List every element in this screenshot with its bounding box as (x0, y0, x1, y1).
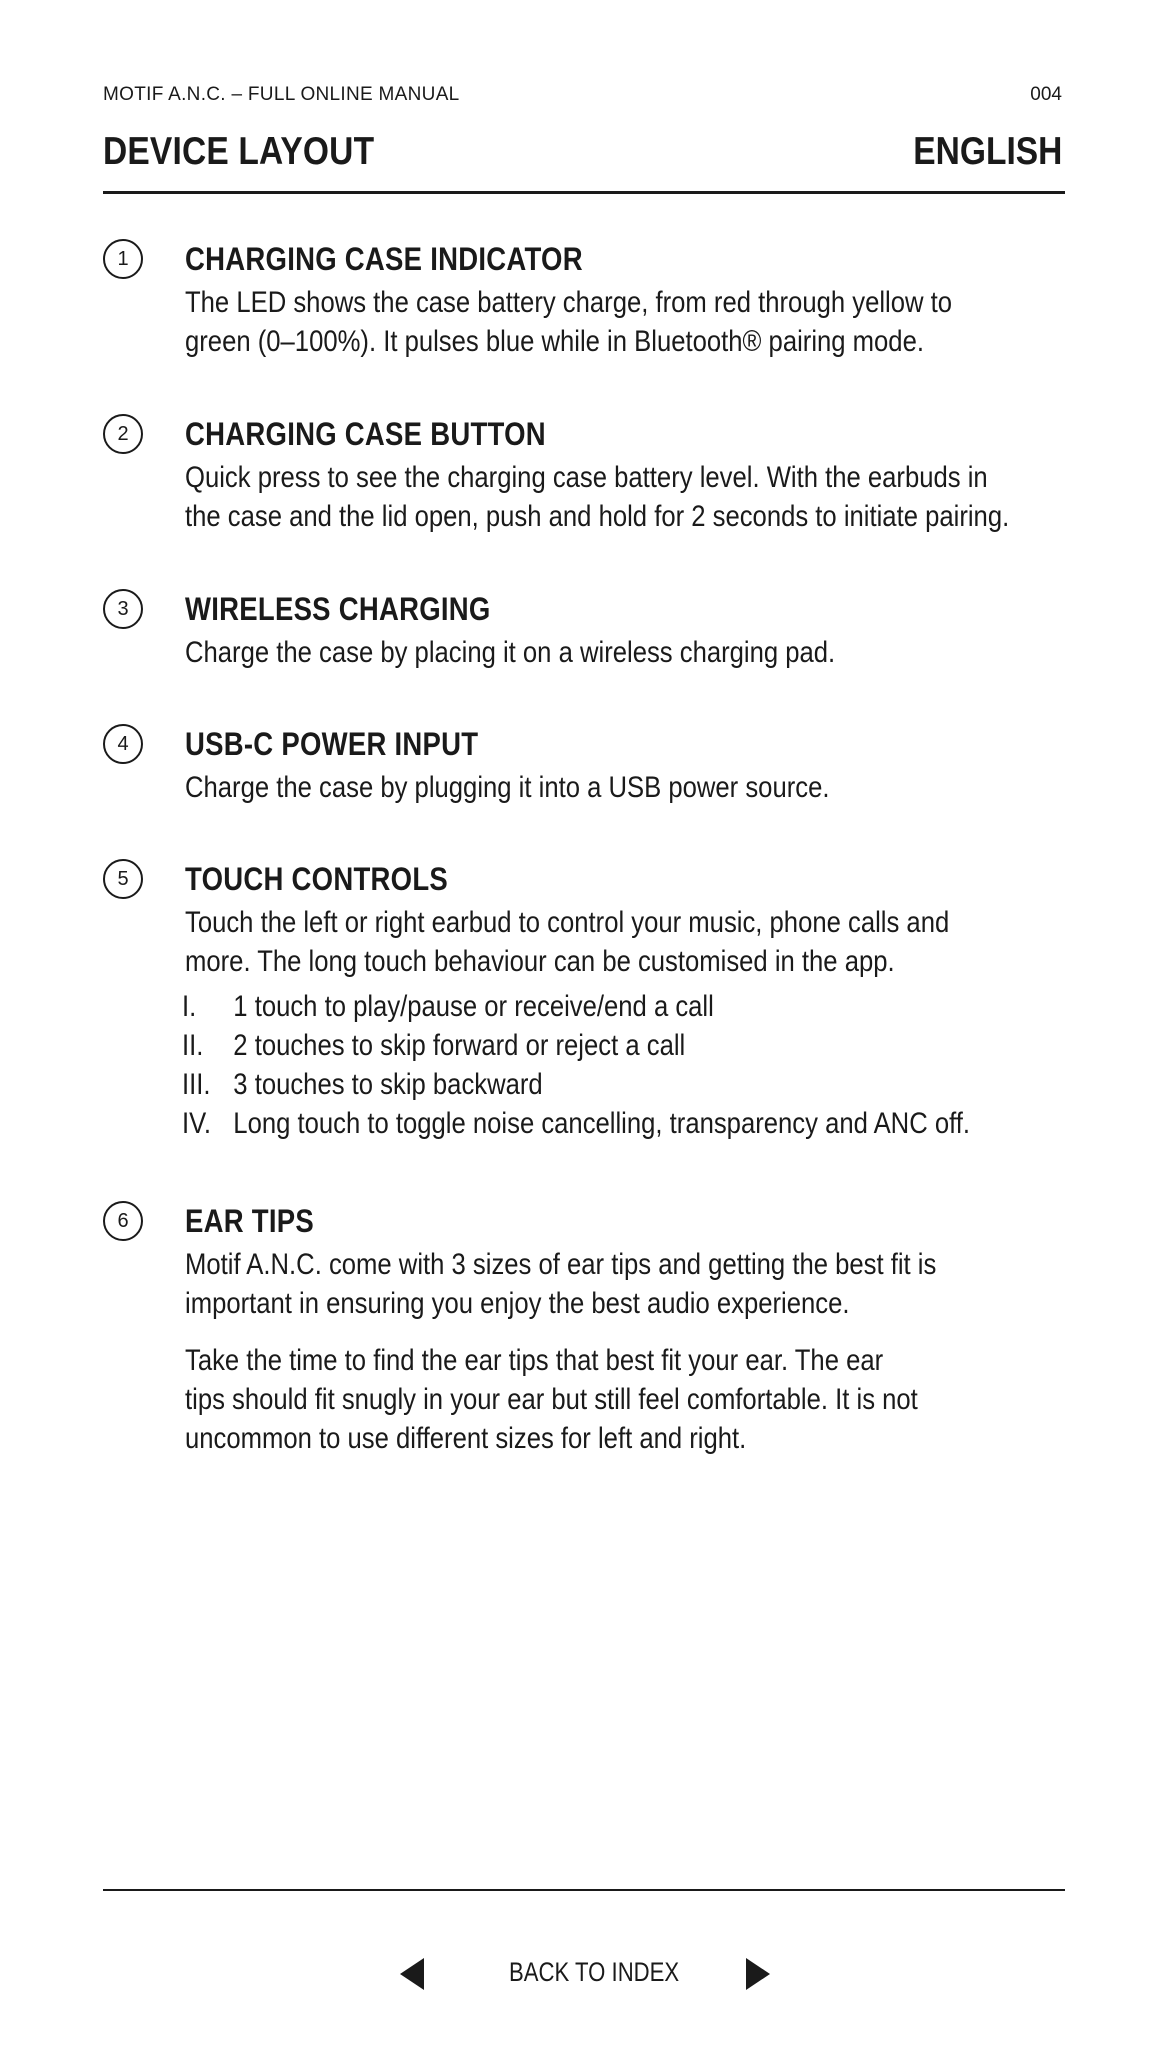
triangle-right-icon[interactable] (746, 1958, 770, 1990)
item-description: Touch the left or right earbud to control your music, phone calls and more. The long touch behaviour can be customised in the app. (185, 906, 950, 978)
item-number-badge: 1 (103, 239, 143, 279)
item-heading: USB-C POWER INPUT (185, 726, 479, 762)
item-content (185, 722, 1085, 807)
item-content (185, 1199, 1085, 1458)
back-to-index-link[interactable]: BACK TO INDEX (509, 1957, 680, 1987)
item-heading: EAR TIPS (185, 1203, 314, 1239)
list-marker: IV. (182, 1107, 212, 1140)
item-description-secondary: Take the time to find the ear tips that best fit your ear. The ear tips should fit snugly in your ear but still feel comfortable. It is not uncommon to use different sizes for left and right. (185, 1344, 918, 1455)
page-navigation (0, 1955, 1158, 1995)
item-number-badge: 5 (103, 859, 143, 899)
item-description: Charge the case by plugging it into a USB power source. (185, 771, 830, 804)
item-content (182, 857, 1085, 1143)
triangle-left-icon[interactable] (400, 1958, 424, 1990)
item-heading: WIRELESS CHARGING (185, 591, 491, 627)
list-text: 3 touches to skip backward (233, 1068, 543, 1101)
footer-divider (103, 1889, 1065, 1891)
item-number-badge: 4 (103, 724, 143, 764)
section-title: DEVICE LAYOUT (103, 130, 375, 173)
list-item (182, 1026, 952, 1065)
page-number: 004 (1030, 84, 1062, 105)
item-heading: TOUCH CONTROLS (185, 861, 449, 897)
item-heading: CHARGING CASE BUTTON (185, 416, 546, 452)
item-description: Quick press to see the charging case battery level. With the earbuds in the case and the lid open, push and hold for 2 seconds to initiate pairing. (185, 461, 1010, 533)
list-text: Long touch to toggle noise cancelling, transparency and ANC off. (233, 1107, 971, 1140)
list-text: 2 touches to skip forward or reject a call (233, 1029, 686, 1062)
item-description: The LED shows the case battery charge, from red through yellow to green (0–100%). It pulses blue while in Bluetooth® pairing mode. (185, 286, 953, 358)
list-item (182, 1065, 952, 1104)
item-content (185, 587, 1085, 672)
item-number-badge: 6 (103, 1201, 143, 1241)
list-marker: II. (182, 1029, 204, 1062)
item-content (185, 412, 1085, 536)
list-marker: III. (182, 1068, 211, 1101)
item-number-badge: 2 (103, 414, 143, 454)
manual-title: MOTIF A.N.C. – FULL ONLINE MANUAL (103, 84, 460, 105)
item-description: Charge the case by placing it on a wireless charging pad. (185, 636, 836, 669)
language-label: ENGLISH (912, 130, 1062, 173)
item-description: Motif A.N.C. come with 3 sizes of ear tips and getting the best fit is important in ensuring you enjoy the best audio experience. (185, 1248, 937, 1320)
item-content (185, 237, 1085, 361)
item-heading: CHARGING CASE INDICATOR (185, 241, 583, 277)
list-marker: I. (182, 990, 197, 1023)
item-number-badge: 3 (103, 589, 143, 629)
touch-controls-list (182, 987, 1082, 1143)
header-divider (103, 191, 1065, 194)
list-item (182, 987, 952, 1026)
list-item (182, 1104, 971, 1143)
list-text: 1 touch to play/pause or receive/end a call (233, 990, 714, 1023)
